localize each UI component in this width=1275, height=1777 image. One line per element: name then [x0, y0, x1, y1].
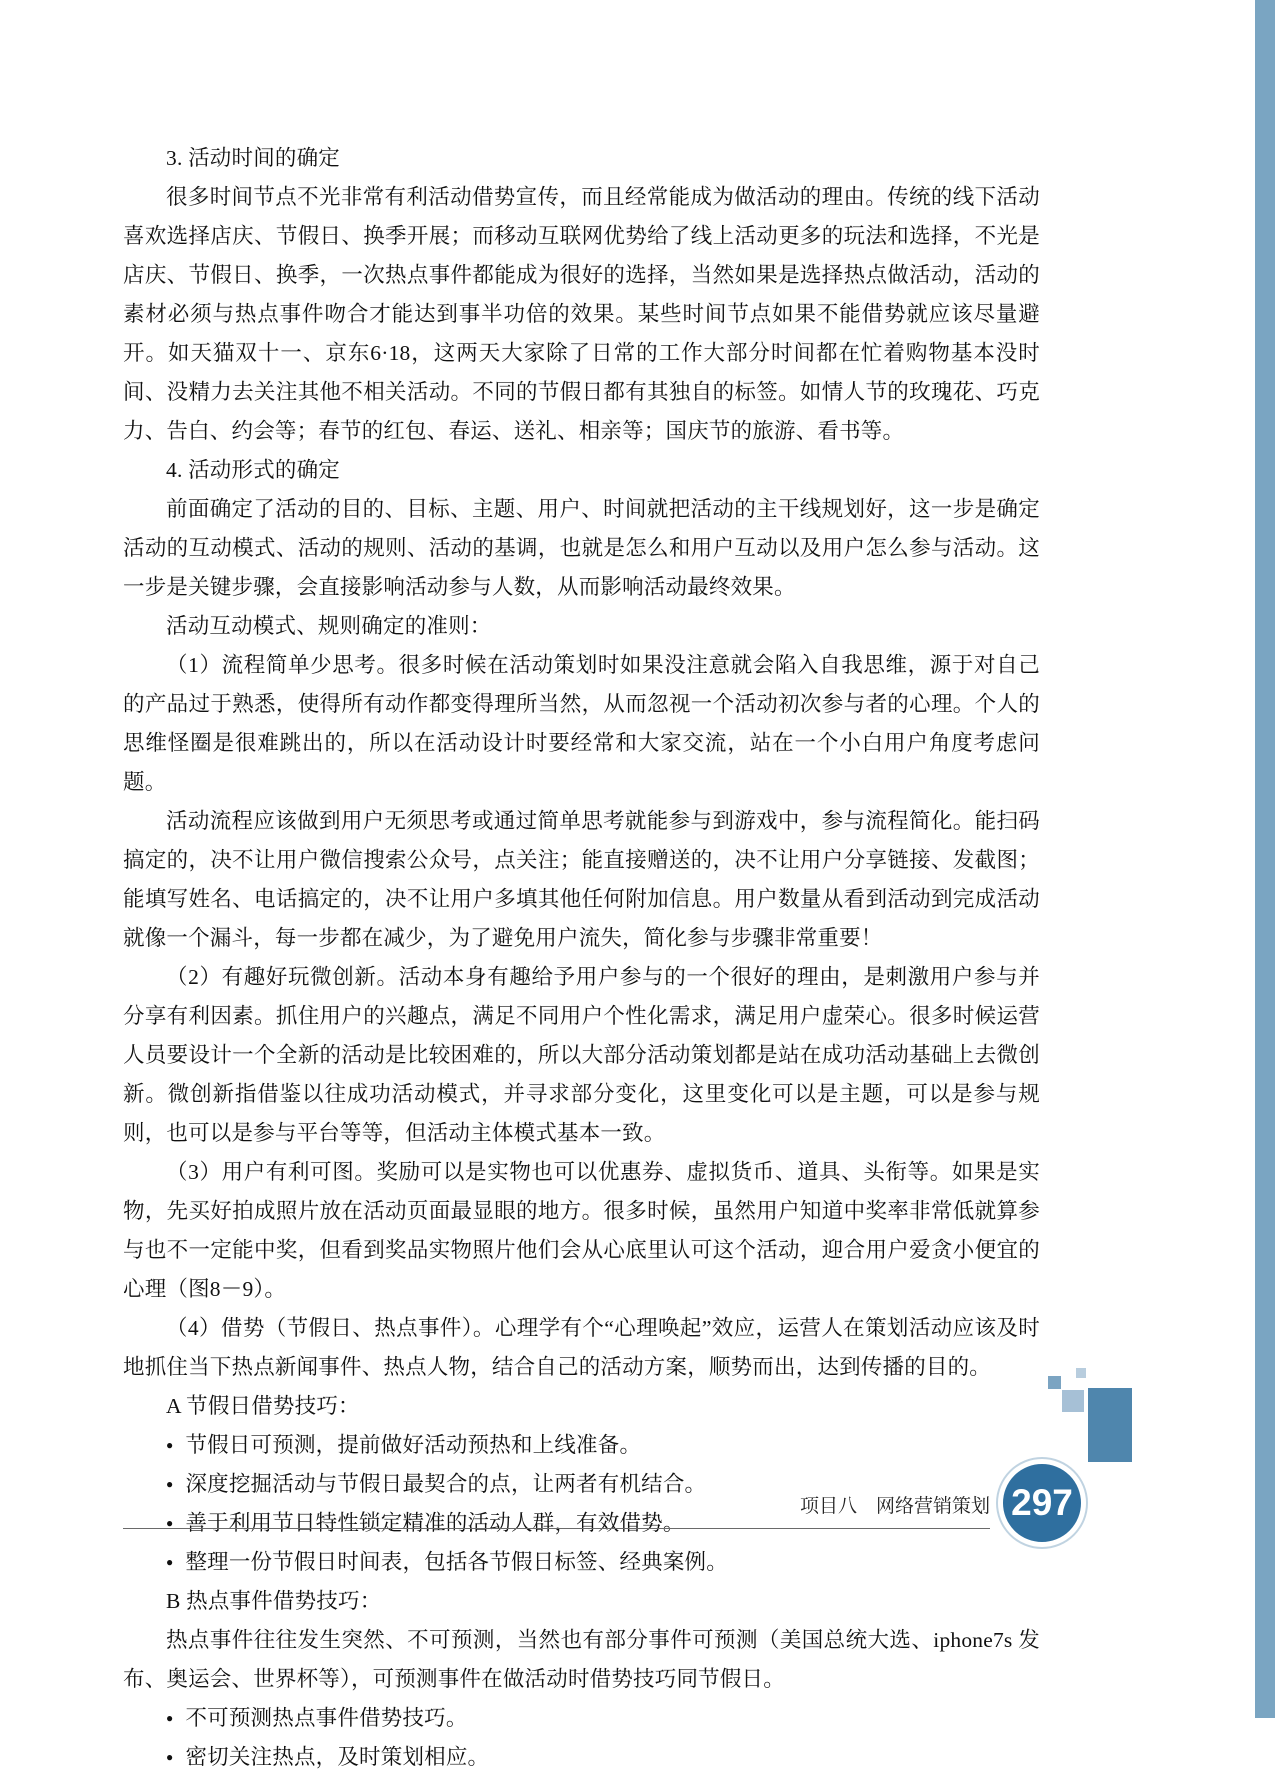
bullet-item	[166, 1738, 1040, 1777]
bullet-text: 善于利用节日特性锁定精准的活动人群，有效借势。	[185, 1511, 685, 1535]
bullet-icon: ●	[166, 1750, 174, 1764]
paragraph: （2）有趣好玩微创新。活动本身有趣给予用户参与的一个很好的理由，是刺激用户参与并分享有利因素。抓住用户的兴趣点，满足不同用户个性化需求，满足用户虚荣心。很多时候运营人员要设计一个全新的活动是比较困难的，所以大部分活动策划都是站在成功活动基础上去微创新。微创新指借鉴以往成功活动模式，并寻求部分变化，这里变化可以是主题，可以是参与规则，也可以是参与平台等等，但活动主体模式基本一致。	[123, 965, 1040, 1145]
paragraph: 前面确定了活动的目的、目标、主题、用户、时间就把活动的主干线规划好，这一步是确定活动的互动模式、活动的规则、活动的基调，也就是怎么和用户互动以及用户怎么参与活动。这一步是关键步骤，会直接影响活动参与人数，从而影响活动最终效果。	[123, 497, 1040, 599]
footer-section-label: 项目八 网络营销策划	[799, 1496, 990, 1517]
bullet-item	[166, 1426, 1040, 1465]
pixel-square	[1062, 1390, 1084, 1412]
bullet-text: 深度挖掘活动与节假日最契合的点，让两者有机结合。	[185, 1472, 707, 1496]
bullet-text: 整理一份节假日时间表，包括各节假日标签、经典案例。	[185, 1550, 728, 1574]
pixel-square	[1076, 1368, 1086, 1378]
paragraph: 活动流程应该做到用户无须思考或通过简单思考就能参与到游戏中，参与流程简化。能扫码搞定的，决不让用户微信搜索公众号，点关注；能直接赠送的，决不让用户分享链接、发截图；能填写姓名、电话搞定的，决不让用户多填其他任何附加信息。用户数量从看到活动到完成活动就像一个漏斗，每一步都在减少，为了避免用户流失，简化参与步骤非常重要！	[123, 809, 1040, 950]
bullet-icon: ●	[166, 1711, 174, 1725]
page-edge-bar	[1255, 0, 1275, 1718]
bullet-text: 密切关注热点，及时策划相应。	[185, 1745, 490, 1769]
page-number-badge	[998, 1459, 1086, 1547]
pixel-square	[1048, 1376, 1061, 1389]
bullet-text: 节假日可预测，提前做好活动预热和上线准备。	[185, 1433, 642, 1457]
paragraph: （1）流程简单少思考。很多时候在活动策划时如果没注意就会陷入自我思维，源于对自己的产品过于熟悉，使得所有动作都变得理所当然，从而忽视一个活动初次参与者的心理。个人的思维怪圈是很难跳出的，所以在活动设计时要经常和大家交流，站在一个小白用户角度考虑问题。	[123, 653, 1040, 794]
pixel-square	[1088, 1388, 1132, 1462]
bullet-item	[166, 1543, 1040, 1582]
bullet-text: 不可预测热点事件借势技巧。	[185, 1706, 468, 1730]
paragraph: A 节假日借势技巧：	[166, 1394, 360, 1418]
bullet-icon: ●	[166, 1438, 174, 1452]
page-footer	[123, 1492, 990, 1529]
paragraph: 活动互动模式、规则确定的准则：	[166, 614, 492, 638]
footer-rule	[123, 1528, 990, 1529]
bullet-icon: ●	[166, 1555, 174, 1569]
content-blocks	[123, 139, 1040, 1777]
bullet-item	[166, 1699, 1040, 1738]
page-content	[123, 139, 1040, 1777]
paragraph: B 热点事件借势技巧：	[166, 1589, 382, 1613]
bullet-icon: ●	[166, 1516, 174, 1530]
paragraph: 很多时间节点不光非常有利活动借势宣传，而且经常能成为做活动的理由。传统的线下活动喜欢选择店庆、节假日、换季开展；而移动互联网优势给了线上活动更多的玩法和选择，不光是店庆、节假日、换季，一次热点事件都能成为很好的选择，当然如果是选择热点做活动，活动的素材必须与热点事件吻合才能达到事半功倍的效果。某些时间节点如果不能借势就应该尽量避开。如天猫双十一、京东6·18，这两天大家除了日常的工作大部分时间都在忙着购物基本没时间、没精力去关注其他不相关活动。不同的节假日都有其独自的标签。如情人节的玫瑰花、巧克力、告白、约会等；春节的红包、春运、送礼、相亲等；国庆节的旅游、看书等。	[123, 185, 1040, 443]
paragraph: （4）借势（节假日、热点事件）。心理学有个“心理唤起”效应，运营人在策划活动应该及时地抓住当下热点新闻事件、热点人物，结合自己的活动方案，顺势而出，达到传播的目的。	[123, 1316, 1040, 1379]
section-heading: 4. 活动形式的确定	[166, 458, 341, 482]
paragraph: （3）用户有利可图。奖励可以是实物也可以优惠券、虚拟货币、道具、头衔等。如果是实物，先买好拍成照片放在活动页面最显眼的地方。很多时候，虽然用户知道中奖率非常低就算参与也不一定能中奖，但看到奖品实物照片他们会从心底里认可这个活动，迎合用户爱贪小便宜的心理（图8－9）。	[123, 1160, 1040, 1301]
paragraph: 热点事件往往发生突然、不可预测，当然也有部分事件可预测（美国总统大选、iphone7s 发布、奥运会、世界杯等），可预测事件在做活动时借势技巧同节假日。	[123, 1628, 1040, 1691]
page-number: 297	[1011, 1482, 1073, 1523]
bullet-icon: ●	[166, 1477, 174, 1491]
section-heading: 3. 活动时间的确定	[166, 146, 341, 170]
